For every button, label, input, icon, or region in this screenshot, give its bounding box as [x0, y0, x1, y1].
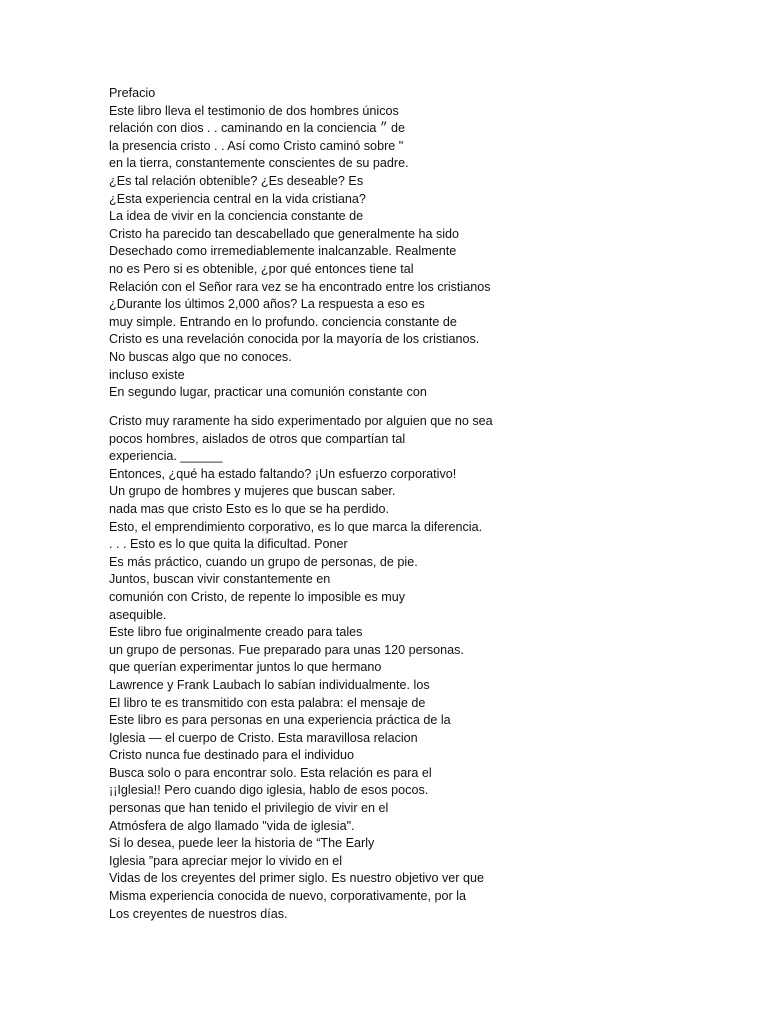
text-line: Vidas de los creyentes del primer siglo. Es nuestro objetivo ver que — [109, 871, 484, 886]
text-line: Cristo muy raramente ha sido experimentado por alguien que no sea — [109, 414, 493, 428]
text-line: Este libro lleva el testimonio de dos hombres únicos — [109, 103, 399, 118]
text-line: Juntos, buscan vivir constantemente en — [109, 572, 331, 587]
text-line: En segundo lugar, practicar una comunión constante con — [109, 385, 427, 400]
document-heading: Prefacio — [109, 86, 156, 100]
text-block-preface-start — [109, 85, 729, 402]
text-line: relación con dios . . caminando en la conciencia ״ de — [109, 121, 406, 136]
text-line: muy simple. Entrando en lo profundo. conciencia constante de — [109, 314, 457, 329]
text-line: Este libro es para personas en una experiencia práctica de la — [109, 713, 451, 728]
text-line: en la tierra, constantemente conscientes de su padre. — [109, 156, 409, 171]
text-line: Si lo desea, puede leer la historia de “The Early — [109, 836, 375, 851]
text-line: asequible. — [109, 607, 167, 622]
text-line: ¡¡Iglesia!! Pero cuando digo iglesia, hablo de esos pocos. — [109, 783, 429, 798]
text-line: ¿Esta experiencia central en la vida cristiana? — [109, 191, 366, 206]
text-line: Desechado como irremediablemente inalcanzable. Realmente — [109, 244, 457, 259]
text-line: que querían experimentar juntos lo que hermano — [109, 660, 382, 675]
text-line: La idea de vivir en la conciencia constante de — [109, 209, 364, 224]
text-line: experiencia. ______ — [109, 449, 223, 464]
text-line: pocos hombres, aislados de otros que compartían tal — [109, 431, 406, 446]
text-line: El libro te es transmitido con esta palabra: el mensaje de — [109, 695, 426, 710]
text-line: la presencia cristo . . Así como Cristo caminó sobre " — [109, 138, 404, 153]
text-line: Cristo es una revelación conocida por la mayoría de los cristianos. — [109, 332, 480, 347]
text-line: Entonces, ¿qué ha estado faltando? ¡Un esfuerzo corporativo! — [109, 466, 457, 481]
text-line: Este libro fue originalmente creado para tales — [109, 625, 363, 640]
text-line: Atmósfera de algo llamado "vida de iglesia". — [109, 818, 355, 833]
text-line: Cristo ha parecido tan descabellado que generalmente ha sido — [109, 226, 460, 241]
text-line: Relación con el Señor rara vez se ha encontrado entre los cristianos — [109, 279, 491, 294]
text-line: Es más práctico, cuando un grupo de personas, de pie. — [109, 554, 418, 569]
text-line: personas que han tenido el privilegio de vivir en el — [109, 801, 389, 816]
text-block-preface-continued — [109, 413, 729, 923]
text-line: Esto, el emprendimiento corporativo, es lo que marca la diferencia. — [109, 519, 483, 534]
text-line: nada mas que cristo Esto es lo que se ha perdido. — [109, 501, 390, 516]
text-line: Busca solo o para encontrar solo. Esta relación es para el — [109, 765, 432, 780]
text-line: incluso existe — [109, 367, 185, 382]
text-line: Cristo nunca fue destinado para el individuo — [109, 748, 355, 763]
text-line: Misma experiencia conocida de nuevo, corporativamente, por la — [109, 889, 467, 904]
text-line: ¿Durante los últimos 2,000 años? La respuesta a eso es — [109, 297, 425, 312]
text-line: Lawrence y Frank Laubach lo sabían individualmente. los — [109, 677, 430, 692]
text-line: Iglesia ”para apreciar mejor lo vivido en el — [109, 853, 343, 868]
text-line: . . . Esto es lo que quita la dificultad. Poner — [109, 537, 348, 552]
text-line: un grupo de personas. Fue preparado para unas 120 personas. — [109, 642, 464, 657]
text-line: Iglesia — el cuerpo de Cristo. Esta maravillosa relacion — [109, 730, 418, 745]
text-line: Los creyentes de nuestros días. — [109, 906, 288, 921]
text-line: ¿Es tal relación obtenible? ¿Es deseable? Es — [109, 173, 364, 188]
text-line: No buscas algo que no conoces. — [109, 349, 292, 364]
text-line: comunión con Cristo, de repente lo imposible es muy — [109, 589, 406, 604]
text-line: Un grupo de hombres y mujeres que buscan saber. — [109, 484, 396, 499]
text-line: no es Pero si es obtenible, ¿por qué entonces tiene tal — [109, 261, 414, 276]
